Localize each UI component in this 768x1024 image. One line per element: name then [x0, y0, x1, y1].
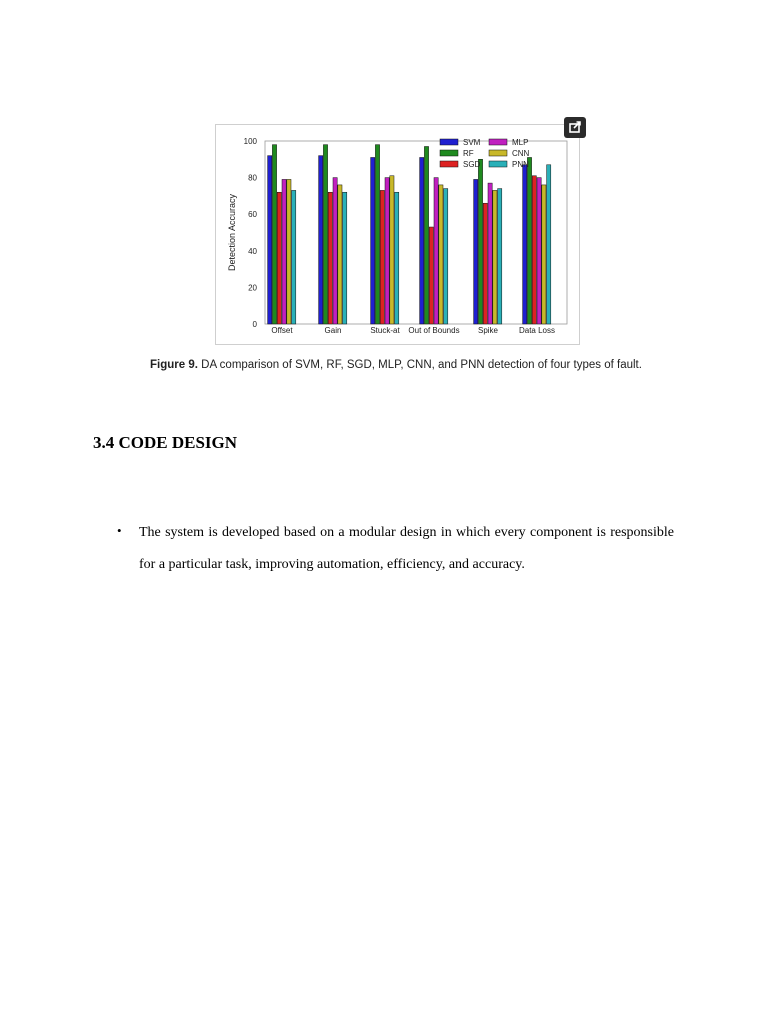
bar	[343, 192, 347, 324]
x-tick-label: Offset	[271, 326, 293, 335]
bar	[319, 156, 323, 324]
x-tick-label: Stuck-at	[370, 326, 400, 335]
share-button[interactable]	[564, 117, 586, 138]
bar	[527, 157, 531, 324]
bar	[272, 145, 276, 324]
legend-swatch	[489, 161, 507, 167]
legend-label: PNN	[512, 160, 529, 169]
bar	[434, 178, 438, 324]
bar	[488, 183, 492, 324]
legend-swatch	[440, 150, 458, 156]
bar	[474, 179, 478, 324]
legend-label: SGD	[463, 160, 481, 169]
share-icon	[564, 117, 586, 138]
bar	[268, 156, 272, 324]
bar	[444, 189, 448, 324]
bar	[390, 176, 394, 324]
figure-caption	[150, 359, 710, 371]
bar	[277, 192, 281, 324]
bar	[282, 179, 286, 324]
bar	[483, 203, 487, 324]
x-tick-label: Spike	[477, 326, 499, 335]
bullet-paragraph: The system is developed based on a modular design in which every component is responsible for a particular task, improving automation, efficiency, and accuracy.	[139, 525, 674, 572]
bar	[537, 178, 541, 324]
bar	[375, 145, 379, 324]
bar	[547, 165, 551, 324]
bullet-marker: •	[117, 523, 122, 538]
bar	[323, 145, 327, 324]
bar	[439, 185, 443, 324]
bar	[532, 176, 536, 324]
y-tick-label: 60	[248, 210, 257, 220]
bar-chart	[216, 125, 581, 346]
legend-label: RF	[463, 149, 474, 158]
x-tick-label: Out of Bounds	[408, 326, 460, 335]
bar	[333, 178, 337, 324]
x-tick-label: Gain	[324, 326, 342, 335]
x-tick-label: Data Loss	[518, 326, 556, 335]
bar	[287, 179, 291, 324]
bar	[478, 159, 482, 324]
legend-swatch	[440, 139, 458, 145]
legend-swatch	[489, 139, 507, 145]
figure-caption-label: Figure 9.	[150, 359, 198, 371]
bar	[380, 190, 384, 324]
bar	[328, 192, 332, 324]
bar	[429, 227, 433, 324]
y-tick-label: 100	[243, 137, 257, 146]
legend-swatch	[489, 150, 507, 156]
figure-9-chart	[215, 124, 580, 345]
figure-caption-text: DA comparison of SVM, RF, SGD, MLP, CNN, and PNN detection of four types of fault.	[197, 359, 642, 371]
legend-label: MLP	[512, 138, 529, 147]
bar	[385, 178, 389, 324]
bar	[338, 185, 342, 324]
legend-swatch	[440, 161, 458, 167]
legend-label: SVM	[463, 138, 481, 147]
y-axis-label: Detection Accuracy	[227, 193, 237, 272]
y-tick-label: 0	[252, 320, 257, 329]
section-heading: 3.4 CODE DESIGN	[93, 433, 238, 452]
y-tick-label: 80	[248, 173, 257, 183]
bar	[542, 185, 546, 324]
bar	[371, 157, 375, 324]
bar	[493, 190, 497, 324]
bar	[498, 189, 502, 324]
bar	[420, 157, 424, 324]
bar	[395, 192, 399, 324]
bar	[424, 146, 428, 324]
legend-label: CNN	[512, 149, 530, 158]
y-tick-label: 20	[248, 283, 257, 293]
y-tick-label: 40	[248, 246, 257, 256]
bar	[523, 165, 527, 324]
bar	[292, 190, 296, 324]
